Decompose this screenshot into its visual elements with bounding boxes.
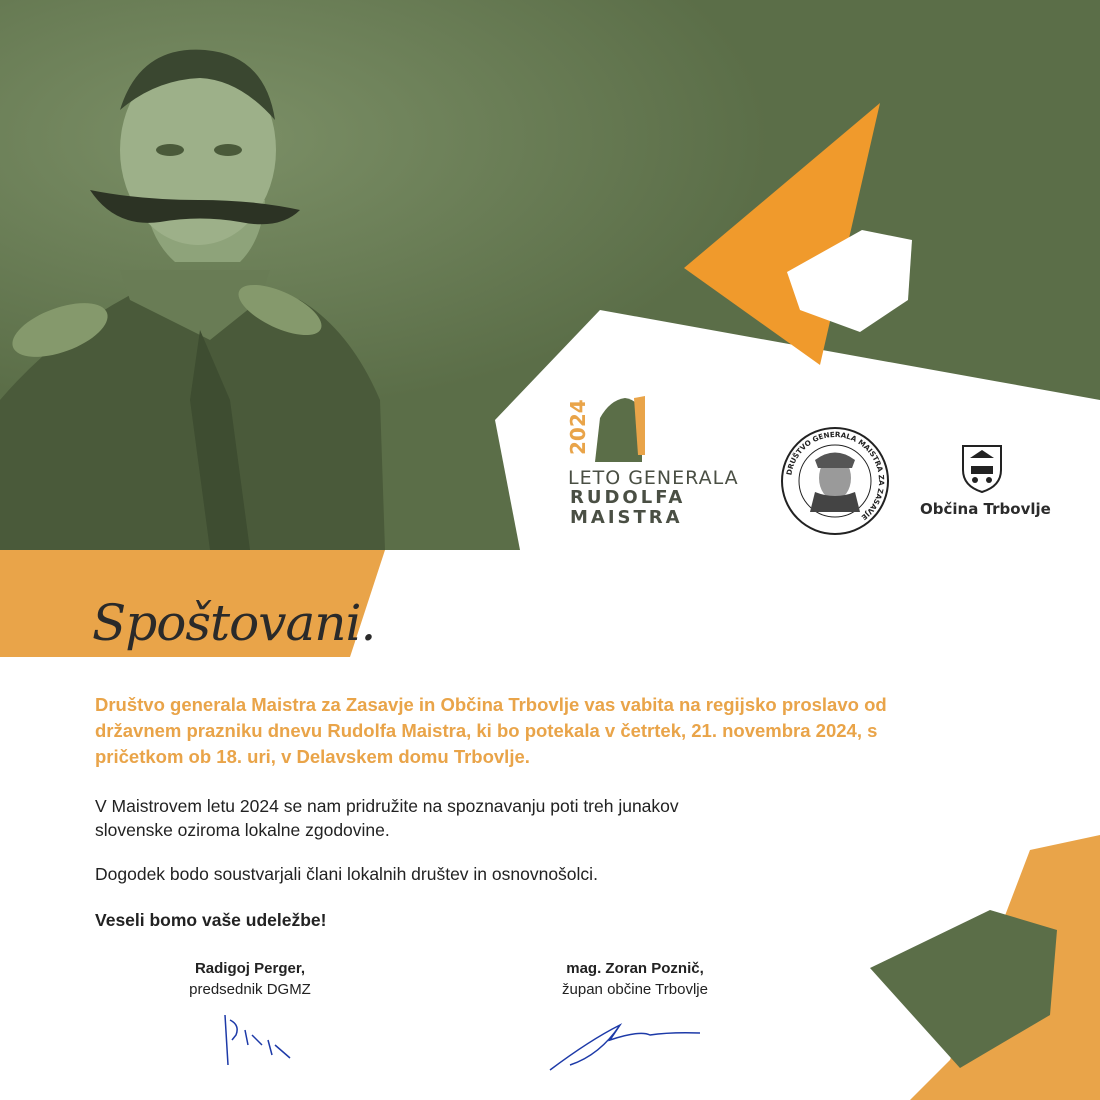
closing-line: Veseli bomo vaše udeležbe! — [95, 910, 327, 930]
paragraph-maistro-year-line2: slovenske oziroma lokalne zgodovine. — [95, 820, 390, 840]
logo-rudolfa: RUDOLFA — [570, 487, 686, 508]
signature-poznic — [550, 1025, 700, 1070]
signature-perger — [225, 1015, 290, 1065]
seal-ring-text — [780, 426, 890, 536]
logo-leto-generala: LETO GENERALA — [568, 467, 739, 489]
signatory-perger — [150, 958, 350, 1000]
svg-text:DRUŠTVO GENERALA MAISTRA ZA ZA — [784, 430, 886, 522]
signatory-title: župan občine Trbovlje — [562, 981, 708, 998]
paragraph-maistro-year-line1: V Maistrovem letu 2024 se nam pridružite na spoznavanju poti treh junakov — [95, 796, 679, 816]
paragraph-maistro-year — [95, 794, 795, 842]
invitation-intro: Društvo generala Maistra za Zasavje in Občina Trbovlje vas vabita na regijsko proslavo od državnem prazniku dnevu Rudolfa Maistra, ki bo potekala v četrtek, 21. novembra 2024, s pričetkom ob 18. uri, v Delavskem domu Trbovlje. — [95, 694, 887, 767]
signatory-poznic — [510, 958, 760, 1000]
signatory-name: Radigoj Perger, — [194, 960, 306, 977]
signatory-name: mag. Zoran Poznič, — [566, 960, 704, 977]
obcina-name: Občina Trbovlje — [920, 500, 1051, 518]
obcina-coat-of-arms — [963, 446, 1001, 492]
greeting-heading: Spoštovani. — [92, 594, 376, 652]
seal-text: DRUŠTVO GENERALA MAISTRA ZA ZASAVJE — [784, 429, 887, 523]
paragraph-cocreators: Dogodek bodo soustvarjali člani lokalnih društev in osnovnošolci. — [95, 864, 598, 884]
signatory-title: predsednik DGMZ — [189, 981, 311, 998]
logo-year: 2024 — [566, 399, 590, 455]
logo-maistra: MAISTRA — [570, 507, 683, 528]
